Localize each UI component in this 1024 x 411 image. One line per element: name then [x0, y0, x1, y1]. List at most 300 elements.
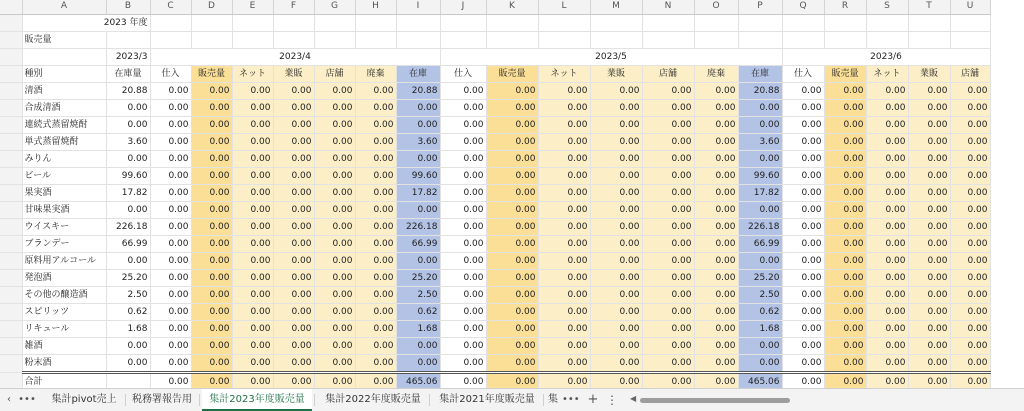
cell-sales[interactable]: 0.00 [486, 252, 538, 269]
cell-stock[interactable]: 99.60 [738, 167, 782, 184]
total-discard[interactable]: 0.00 [355, 372, 396, 388]
cell-stock[interactable]: 3.60 [738, 133, 782, 150]
column-header-c[interactable]: C [150, 0, 191, 14]
cell-store[interactable]: 0.00 [314, 320, 355, 337]
cell-sales[interactable]: 0.00 [486, 337, 538, 354]
category-name[interactable]: 原料用アルコール [22, 252, 106, 269]
cell-store[interactable]: 0.00 [314, 337, 355, 354]
cell[interactable] [273, 31, 314, 48]
opening-stock[interactable]: 3.60 [106, 133, 150, 150]
header-wholesale[interactable]: 業販 [908, 65, 950, 82]
cell-sales[interactable]: 0.00 [824, 337, 866, 354]
cell-in[interactable]: 0.00 [782, 218, 824, 235]
cell-sales[interactable]: 0.00 [486, 218, 538, 235]
opening-stock[interactable]: 20.88 [106, 82, 150, 99]
cell-store[interactable]: 0.00 [642, 235, 694, 252]
cell-net[interactable]: 0.00 [538, 269, 590, 286]
cell-in[interactable]: 0.00 [440, 286, 486, 303]
total-stock[interactable]: 465.06 [396, 372, 440, 388]
cell-discard[interactable]: 0.00 [694, 82, 738, 99]
column-header-u[interactable]: U [950, 0, 990, 14]
cell-net[interactable]: 0.00 [538, 184, 590, 201]
cell-in[interactable]: 0.00 [440, 218, 486, 235]
cell-store[interactable]: 0.00 [950, 320, 990, 337]
cell-sales[interactable]: 0.00 [824, 150, 866, 167]
tab-options-icon[interactable]: ⋮ [606, 393, 618, 407]
cell-sales[interactable]: 0.00 [486, 99, 538, 116]
cell-store[interactable]: 0.00 [314, 82, 355, 99]
cell-stock[interactable]: 25.20 [396, 269, 440, 286]
more-tabs-right-button[interactable]: ••• [562, 394, 580, 405]
cell-in[interactable]: 0.00 [782, 167, 824, 184]
column-header-j[interactable]: J [440, 0, 486, 14]
cell-wholesale[interactable]: 0.00 [590, 184, 642, 201]
column-header-s[interactable]: S [866, 0, 908, 14]
cell[interactable] [191, 31, 232, 48]
category-name[interactable]: 単式蒸留焼酎 [22, 133, 106, 150]
total-label[interactable]: 合計 [22, 372, 106, 388]
cell-discard[interactable]: 0.00 [694, 235, 738, 252]
cell-net[interactable]: 0.00 [866, 320, 908, 337]
header-store[interactable]: 店舗 [314, 65, 355, 82]
cell-store[interactable]: 0.00 [642, 354, 694, 372]
cell-stock[interactable]: 0.00 [396, 99, 440, 116]
cell[interactable] [866, 31, 908, 48]
cell-net[interactable]: 0.00 [232, 167, 273, 184]
column-header-r[interactable]: R [824, 0, 866, 14]
cell-stock[interactable]: 25.20 [738, 269, 782, 286]
cell-in[interactable]: 0.00 [150, 337, 191, 354]
cell-store[interactable]: 0.00 [642, 167, 694, 184]
cell-stock[interactable]: 2.50 [738, 286, 782, 303]
scroll-tabs-left-button[interactable]: ‹ [7, 394, 11, 405]
cell-store[interactable]: 0.00 [950, 150, 990, 167]
cell-store[interactable]: 0.00 [950, 116, 990, 133]
cell-in[interactable]: 0.00 [150, 167, 191, 184]
cell-in[interactable]: 0.00 [150, 235, 191, 252]
cell-store[interactable]: 0.00 [642, 337, 694, 354]
cell-net[interactable]: 0.00 [866, 150, 908, 167]
cell[interactable] [106, 31, 150, 48]
cell-discard[interactable]: 0.00 [694, 354, 738, 372]
cell-store[interactable]: 0.00 [642, 116, 694, 133]
cell-wholesale[interactable]: 0.00 [273, 320, 314, 337]
column-header-d[interactable]: D [191, 0, 232, 14]
cell-net[interactable]: 0.00 [538, 99, 590, 116]
cell-discard[interactable]: 0.00 [694, 167, 738, 184]
header-stock[interactable]: 在庫 [738, 65, 782, 82]
cell-store[interactable]: 0.00 [642, 286, 694, 303]
cell-in[interactable]: 0.00 [150, 252, 191, 269]
cell-wholesale[interactable]: 0.00 [273, 337, 314, 354]
cell-net[interactable]: 0.00 [866, 354, 908, 372]
cell-discard[interactable]: 0.00 [694, 269, 738, 286]
cell-discard[interactable]: 0.00 [355, 252, 396, 269]
cell-in[interactable]: 0.00 [440, 354, 486, 372]
cell-wholesale[interactable]: 0.00 [273, 99, 314, 116]
cell-b3[interactable] [22, 48, 106, 65]
cell[interactable] [694, 31, 738, 48]
cell-net[interactable]: 0.00 [866, 218, 908, 235]
cell[interactable] [314, 31, 355, 48]
cell-discard[interactable]: 0.00 [355, 82, 396, 99]
cell[interactable] [642, 31, 694, 48]
cell-store[interactable]: 0.00 [314, 116, 355, 133]
cell-discard[interactable]: 0.00 [694, 150, 738, 167]
cell[interactable] [950, 14, 990, 31]
cell[interactable] [355, 14, 396, 31]
cell-store[interactable]: 0.00 [642, 201, 694, 218]
category-name[interactable]: 発泡酒 [22, 269, 106, 286]
cell-net[interactable]: 0.00 [538, 167, 590, 184]
cell-b2[interactable]: 販売量 [22, 31, 106, 48]
cell-store[interactable]: 0.00 [950, 218, 990, 235]
cell-sales[interactable]: 0.00 [191, 116, 232, 133]
total-net[interactable]: 0.00 [538, 372, 590, 388]
cell-in[interactable]: 0.00 [150, 303, 191, 320]
category-name[interactable]: 合成清酒 [22, 99, 106, 116]
month-label-2023-6[interactable]: 2023/6 [782, 48, 990, 65]
opening-stock[interactable]: 17.82 [106, 184, 150, 201]
category-name[interactable]: みりん [22, 150, 106, 167]
cell-sales[interactable]: 0.00 [824, 133, 866, 150]
cell-in[interactable]: 0.00 [440, 320, 486, 337]
cell-store[interactable]: 0.00 [314, 252, 355, 269]
cell-net[interactable]: 0.00 [866, 82, 908, 99]
cell-sales[interactable]: 0.00 [191, 269, 232, 286]
cell-net[interactable]: 0.00 [538, 218, 590, 235]
cell[interactable] [314, 14, 355, 31]
column-header-o[interactable]: O [694, 0, 738, 14]
cell-stock[interactable]: 66.99 [738, 235, 782, 252]
category-name[interactable]: 雑酒 [22, 337, 106, 354]
cell-sales[interactable]: 0.00 [824, 354, 866, 372]
column-header-t[interactable]: T [908, 0, 950, 14]
cell-store[interactable]: 0.00 [314, 99, 355, 116]
header-stock-qty[interactable]: 在庫量 [106, 65, 150, 82]
cell-sales[interactable]: 0.00 [191, 133, 232, 150]
cell[interactable] [908, 31, 950, 48]
cell-wholesale[interactable]: 0.00 [590, 99, 642, 116]
cell-stock[interactable]: 0.00 [738, 354, 782, 372]
cell-in[interactable]: 0.00 [150, 150, 191, 167]
header-net[interactable]: ネット [538, 65, 590, 82]
cell-net[interactable]: 0.00 [538, 320, 590, 337]
column-header-e[interactable]: E [232, 0, 273, 14]
cell-net[interactable]: 0.00 [232, 184, 273, 201]
cell-store[interactable]: 0.00 [950, 337, 990, 354]
cell-wholesale[interactable]: 0.00 [590, 116, 642, 133]
cell-wholesale[interactable]: 0.00 [590, 269, 642, 286]
cell-sales[interactable]: 0.00 [824, 252, 866, 269]
cell-net[interactable]: 0.00 [232, 269, 273, 286]
cell-in[interactable]: 0.00 [150, 99, 191, 116]
header-wholesale[interactable]: 業販 [590, 65, 642, 82]
cell-net[interactable]: 0.00 [538, 82, 590, 99]
cell[interactable] [440, 31, 486, 48]
cell-net[interactable]: 0.00 [232, 286, 273, 303]
cell-sales[interactable]: 0.00 [191, 235, 232, 252]
cell-net[interactable]: 0.00 [866, 269, 908, 286]
cell-wholesale[interactable]: 0.00 [590, 150, 642, 167]
category-name[interactable]: 連続式蒸留焼酎 [22, 116, 106, 133]
total-net[interactable]: 0.00 [232, 372, 273, 388]
column-header-q[interactable]: Q [782, 0, 824, 14]
cell-store[interactable]: 0.00 [642, 184, 694, 201]
cell-stock[interactable]: 0.00 [396, 201, 440, 218]
total-sales[interactable]: 0.00 [486, 372, 538, 388]
cell[interactable] [273, 14, 314, 31]
opening-stock[interactable]: 1.68 [106, 320, 150, 337]
cell-net[interactable]: 0.00 [538, 303, 590, 320]
cell-stock[interactable]: 0.00 [396, 337, 440, 354]
cell-discard[interactable]: 0.00 [355, 320, 396, 337]
cell-net[interactable]: 0.00 [232, 150, 273, 167]
cell-stock[interactable]: 17.82 [396, 184, 440, 201]
cell-in[interactable]: 0.00 [440, 133, 486, 150]
cell-store[interactable]: 0.00 [950, 269, 990, 286]
cell-wholesale[interactable]: 0.00 [908, 133, 950, 150]
cell-stock[interactable]: 99.60 [396, 167, 440, 184]
cell[interactable] [538, 14, 590, 31]
column-header-l[interactable]: L [538, 0, 590, 14]
header-in[interactable]: 仕入 [782, 65, 824, 82]
cell-net[interactable]: 0.00 [866, 235, 908, 252]
cell-store[interactable]: 0.00 [950, 354, 990, 372]
cell-sales[interactable]: 0.00 [824, 235, 866, 252]
cell-sales[interactable]: 0.00 [486, 133, 538, 150]
column-header-g[interactable]: G [314, 0, 355, 14]
category-name[interactable]: その他の醸造酒 [22, 286, 106, 303]
sheet-tab-2022-sales[interactable]: 集計2022年度販売量 [325, 394, 421, 405]
cell-sales[interactable]: 0.00 [486, 235, 538, 252]
cell-stock[interactable]: 0.62 [738, 303, 782, 320]
cell-wholesale[interactable]: 0.00 [273, 218, 314, 235]
header-wholesale[interactable]: 業販 [273, 65, 314, 82]
header-net[interactable]: ネット [866, 65, 908, 82]
cell[interactable] [396, 14, 440, 31]
scroll-left-arrow-icon[interactable]: ◀ [630, 394, 637, 403]
cell-net[interactable]: 0.00 [538, 286, 590, 303]
column-header-b[interactable]: B [106, 0, 150, 14]
cell-net[interactable]: 0.00 [538, 201, 590, 218]
cell-in[interactable]: 0.00 [440, 116, 486, 133]
cell-discard[interactable]: 0.00 [694, 99, 738, 116]
cell-sales[interactable]: 0.00 [191, 218, 232, 235]
category-name[interactable]: 甘味果実酒 [22, 201, 106, 218]
cell[interactable] [396, 31, 440, 48]
cell-in[interactable]: 0.00 [150, 286, 191, 303]
cell-sales[interactable]: 0.00 [486, 201, 538, 218]
column-header-n[interactable]: N [642, 0, 694, 14]
cell-sales[interactable]: 0.00 [824, 167, 866, 184]
cell-in[interactable]: 0.00 [150, 184, 191, 201]
cell-wholesale[interactable]: 0.00 [590, 167, 642, 184]
cell-in[interactable]: 0.00 [782, 184, 824, 201]
total-in[interactable]: 0.00 [782, 372, 824, 388]
cell-wholesale[interactable]: 0.00 [908, 269, 950, 286]
header-sales[interactable]: 販売量 [824, 65, 866, 82]
cell-sales[interactable]: 0.00 [486, 184, 538, 201]
total-wholesale[interactable]: 0.00 [590, 372, 642, 388]
cell-wholesale[interactable]: 0.00 [273, 286, 314, 303]
cell-wholesale[interactable]: 0.00 [273, 82, 314, 99]
sheet-tab-truncated[interactable]: 集 [548, 394, 558, 405]
opening-stock[interactable]: 0.00 [106, 201, 150, 218]
category-name[interactable]: スピリッツ [22, 303, 106, 320]
cell-sales[interactable]: 0.00 [486, 150, 538, 167]
cell-wholesale[interactable]: 0.00 [908, 167, 950, 184]
opening-stock[interactable]: 99.60 [106, 167, 150, 184]
cell-sales[interactable]: 0.00 [191, 286, 232, 303]
cell-in[interactable]: 0.00 [782, 235, 824, 252]
cell-net[interactable]: 0.00 [866, 99, 908, 116]
opening-stock[interactable]: 0.00 [106, 354, 150, 372]
cell-in[interactable]: 0.00 [782, 116, 824, 133]
cell-sales[interactable]: 0.00 [824, 184, 866, 201]
cell[interactable] [232, 14, 273, 31]
cell-discard[interactable]: 0.00 [355, 218, 396, 235]
cell[interactable] [950, 31, 990, 48]
opening-stock[interactable]: 0.00 [106, 99, 150, 116]
cell-in[interactable]: 0.00 [440, 82, 486, 99]
cell[interactable] [191, 14, 232, 31]
cell-stock[interactable]: 0.00 [396, 150, 440, 167]
header-in[interactable]: 仕入 [440, 65, 486, 82]
cell-net[interactable]: 0.00 [866, 167, 908, 184]
cell-stock[interactable]: 1.68 [738, 320, 782, 337]
scrollbar-thumb[interactable] [640, 398, 790, 403]
cell-store[interactable]: 0.00 [314, 354, 355, 372]
cell-net[interactable]: 0.00 [538, 252, 590, 269]
cell-in[interactable]: 0.00 [782, 320, 824, 337]
cell-discard[interactable]: 0.00 [355, 150, 396, 167]
cell-wholesale[interactable]: 0.00 [908, 218, 950, 235]
cell-discard[interactable]: 0.00 [355, 201, 396, 218]
cell-net[interactable]: 0.00 [232, 201, 273, 218]
cell-store[interactable]: 0.00 [314, 150, 355, 167]
cell-discard[interactable]: 0.00 [694, 252, 738, 269]
cell-store[interactable]: 0.00 [642, 99, 694, 116]
cell[interactable] [738, 31, 782, 48]
cell-net[interactable]: 0.00 [538, 354, 590, 372]
cell-stock[interactable]: 0.00 [738, 337, 782, 354]
cell-wholesale[interactable]: 0.00 [908, 354, 950, 372]
category-name[interactable]: リキュール [22, 320, 106, 337]
cell-sales[interactable]: 0.00 [824, 286, 866, 303]
cell-net[interactable]: 0.00 [232, 218, 273, 235]
column-header-f[interactable]: F [273, 0, 314, 14]
sheet-tab-2021-sales[interactable]: 集計2021年度販売量 [439, 394, 535, 405]
cell-stock[interactable]: 20.88 [738, 82, 782, 99]
more-tabs-left-button[interactable]: ••• [18, 394, 36, 405]
cell-wholesale[interactable]: 0.00 [908, 337, 950, 354]
cell-wholesale[interactable]: 0.00 [590, 252, 642, 269]
sheet-tab-2023-sales[interactable]: 集計2023年度販売量 [202, 389, 312, 411]
cell-sales[interactable]: 0.00 [191, 184, 232, 201]
cell-sales[interactable]: 0.00 [486, 286, 538, 303]
cell-wholesale[interactable]: 0.00 [908, 116, 950, 133]
cell-in[interactable]: 0.00 [782, 337, 824, 354]
cell-discard[interactable]: 0.00 [694, 320, 738, 337]
cell-discard[interactable]: 0.00 [355, 269, 396, 286]
cell-sales[interactable]: 0.00 [486, 354, 538, 372]
cell-net[interactable]: 0.00 [232, 337, 273, 354]
cell-stock[interactable]: 66.99 [396, 235, 440, 252]
cell-in[interactable]: 0.00 [782, 252, 824, 269]
column-header-i[interactable]: I [396, 0, 440, 14]
cell-b1[interactable]: 2023 年度 [22, 14, 150, 31]
cell-in[interactable]: 0.00 [150, 82, 191, 99]
cell-sales[interactable]: 0.00 [191, 354, 232, 372]
cell-store[interactable]: 0.00 [642, 218, 694, 235]
cell-wholesale[interactable]: 0.00 [273, 150, 314, 167]
header-in[interactable]: 仕入 [150, 65, 191, 82]
cell-sales[interactable]: 0.00 [191, 99, 232, 116]
cell-net[interactable]: 0.00 [232, 82, 273, 99]
cell-wholesale[interactable]: 0.00 [908, 82, 950, 99]
cell-in[interactable]: 0.00 [150, 269, 191, 286]
cell-stock[interactable]: 0.00 [396, 354, 440, 372]
cell-in[interactable]: 0.00 [440, 167, 486, 184]
cell-net[interactable]: 0.00 [232, 99, 273, 116]
cell-net[interactable]: 0.00 [866, 286, 908, 303]
cell-in[interactable]: 0.00 [782, 150, 824, 167]
cell-wholesale[interactable]: 0.00 [908, 99, 950, 116]
cell-net[interactable]: 0.00 [232, 252, 273, 269]
opening-stock[interactable]: 2.50 [106, 286, 150, 303]
cell-sales[interactable]: 0.00 [191, 150, 232, 167]
cell-in[interactable]: 0.00 [782, 82, 824, 99]
cell-in[interactable]: 0.00 [440, 99, 486, 116]
cell-store[interactable]: 0.00 [950, 235, 990, 252]
cell-net[interactable]: 0.00 [538, 235, 590, 252]
opening-stock[interactable]: 0.00 [106, 252, 150, 269]
cell-wholesale[interactable]: 0.00 [590, 320, 642, 337]
cell[interactable] [355, 31, 396, 48]
total-stock[interactable]: 465.06 [738, 372, 782, 388]
cell-store[interactable]: 0.00 [314, 286, 355, 303]
header-sales[interactable]: 販売量 [486, 65, 538, 82]
horizontal-scrollbar[interactable] [628, 394, 1024, 404]
cell-wholesale[interactable]: 0.00 [908, 184, 950, 201]
cell[interactable] [782, 31, 824, 48]
cell-net[interactable]: 0.00 [232, 235, 273, 252]
cell-net[interactable]: 0.00 [538, 337, 590, 354]
cell-sales[interactable]: 0.00 [486, 269, 538, 286]
cell-in[interactable]: 0.00 [782, 133, 824, 150]
cell-in[interactable]: 0.00 [440, 269, 486, 286]
cell-stock[interactable]: 0.00 [738, 201, 782, 218]
month-label-2023-3[interactable]: 2023/3 [106, 48, 150, 65]
cell-store[interactable]: 0.00 [642, 133, 694, 150]
cell[interactable] [150, 14, 191, 31]
cell-net[interactable]: 0.00 [232, 133, 273, 150]
column-header-m[interactable]: M [590, 0, 642, 14]
cell-in[interactable]: 0.00 [150, 133, 191, 150]
cell-discard[interactable]: 0.00 [355, 286, 396, 303]
cell-sales[interactable]: 0.00 [824, 303, 866, 320]
cell-sales[interactable]: 0.00 [191, 201, 232, 218]
header-discard[interactable]: 廃棄 [694, 65, 738, 82]
cell-sales[interactable]: 0.00 [191, 252, 232, 269]
cell-sales[interactable]: 0.00 [486, 116, 538, 133]
cell-wholesale[interactable]: 0.00 [590, 354, 642, 372]
cell-stock[interactable]: 0.00 [396, 116, 440, 133]
cell-in[interactable]: 0.00 [440, 201, 486, 218]
cell-wholesale[interactable]: 0.00 [590, 337, 642, 354]
opening-stock[interactable]: 0.00 [106, 337, 150, 354]
